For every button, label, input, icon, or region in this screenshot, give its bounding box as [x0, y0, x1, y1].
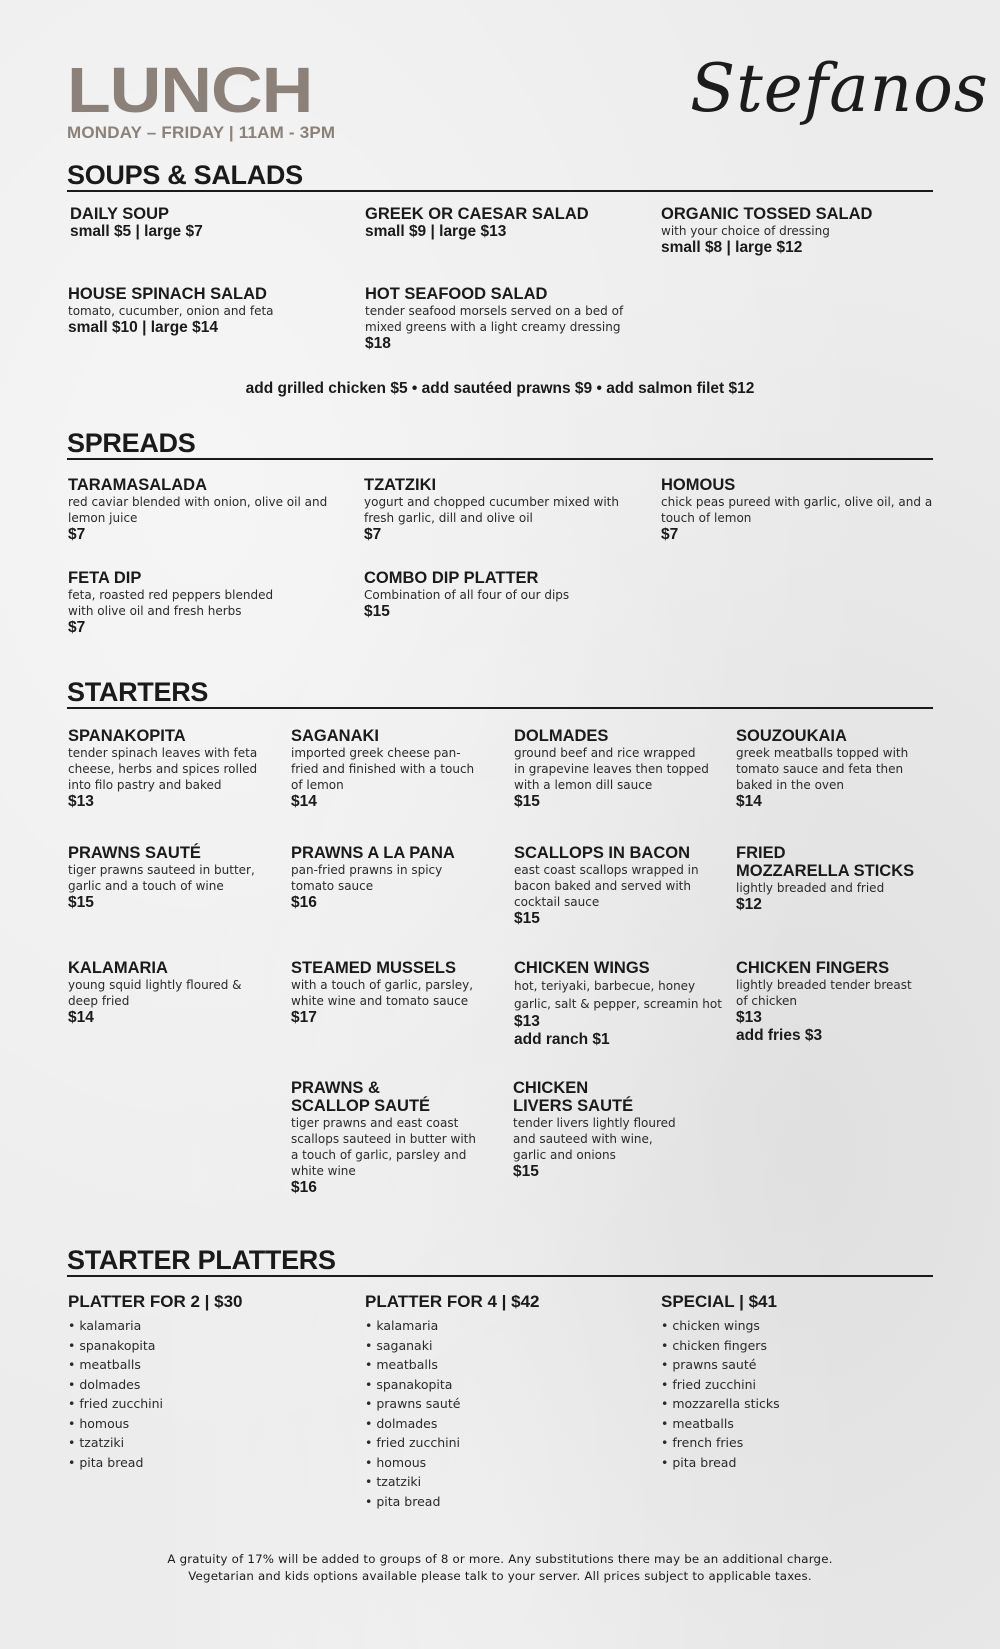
menu-item — [513, 1079, 723, 1181]
salad-addons: add grilled chicken $5 • add sautéed prawns $9 • add salmon filet $12 — [245, 380, 755, 397]
brand-logo: Stefanos — [690, 50, 989, 127]
hours-subtitle: MONDAY – FRIDAY | 11AM - 3PM — [67, 123, 336, 142]
section-divider — [67, 1275, 933, 1277]
item-description: red caviar blended with onion, olive oil and lemon juice — [68, 495, 328, 525]
menu-item — [291, 1079, 501, 1197]
menu-item — [736, 727, 951, 811]
section-title-starters: STARTERS — [67, 677, 209, 707]
item-name: SCALLOPS IN BACON — [514, 844, 691, 862]
item-description: tiger prawns sauteed in butter, garlic and a touch of wine — [68, 863, 255, 893]
item-price: $14 — [736, 793, 762, 810]
item-price: $17 — [291, 1009, 317, 1026]
list-item: • homous — [365, 1453, 645, 1473]
item-name: CHICKEN LIVERS SAUTÉ — [513, 1079, 634, 1115]
item-name: KALAMARIA — [68, 959, 168, 977]
section-divider — [67, 707, 933, 709]
item-name: DAILY SOUP — [70, 205, 170, 223]
menu-item — [364, 569, 649, 621]
item-extra: add ranch $1 — [514, 1031, 610, 1048]
list-item: • homous — [68, 1414, 348, 1434]
list-item: • tzatziki — [68, 1433, 348, 1453]
item-description: tender spinach leaves with feta cheese, herbs and spices rolled into filo pastry and baked — [68, 746, 258, 792]
platter-card — [68, 1292, 348, 1472]
menu-item — [514, 959, 729, 1049]
item-price: $16 — [291, 894, 317, 911]
list-item: • french fries — [661, 1433, 941, 1453]
section-title-platters: STARTER PLATTERS — [67, 1245, 336, 1275]
menu-item — [68, 727, 278, 811]
menu-item — [736, 844, 951, 914]
menu-item — [291, 959, 501, 1027]
item-description: greek meatballs topped with tomato sauce and feta then baked in the oven — [736, 746, 909, 792]
item-price: $13 — [514, 1013, 540, 1030]
platter-list — [68, 1316, 348, 1472]
menu-item — [365, 285, 655, 353]
footer-line: A gratuity of 17% will be added to groups of 8 or more. Any substitutions there may be an additional charge. — [167, 1552, 833, 1566]
menu-item — [68, 844, 278, 912]
list-item: • saganaki — [365, 1336, 645, 1356]
menu-item — [365, 205, 645, 241]
item-description: tiger prawns and east coast scallops sauteed in butter with a touch of garlic, parsley and white wine — [291, 1116, 476, 1178]
item-name: GREEK OR CAESAR SALAD — [365, 205, 589, 223]
list-item: • spanakopita — [365, 1375, 645, 1395]
menu-item — [70, 205, 350, 241]
item-description: ground beef and rice wrapped in grapevine leaves then topped with a lemon dill sauce — [514, 746, 709, 792]
item-price: $12 — [736, 896, 762, 913]
item-description: tomato, cucumber, onion and feta — [68, 304, 274, 318]
item-price: $13 — [736, 1009, 762, 1026]
item-description: imported greek cheese pan- fried and finished with a touch of lemon — [291, 746, 475, 792]
list-item: • chicken wings — [661, 1316, 941, 1336]
item-price: $15 — [514, 793, 540, 810]
menu-item — [364, 476, 649, 544]
item-price: small $9 | large $13 — [365, 223, 507, 240]
item-name: PRAWNS & SCALLOP SAUTÉ — [291, 1079, 431, 1115]
section-divider — [67, 190, 933, 192]
item-price: $15 — [513, 1163, 539, 1180]
list-item: • pita bread — [68, 1453, 348, 1473]
item-price: small $5 | large $7 — [70, 223, 203, 240]
menu-item — [291, 844, 501, 912]
item-name: STEAMED MUSSELS — [291, 959, 457, 977]
list-item: • kalamaria — [365, 1316, 645, 1336]
item-price: $14 — [68, 1009, 94, 1026]
menu-item — [68, 476, 353, 544]
item-description: with your choice of dressing — [661, 224, 830, 238]
item-name: ORGANIC TOSSED SALAD — [661, 205, 873, 223]
list-item: • fried zucchini — [661, 1375, 941, 1395]
item-description: pan-fried prawns in spicy tomato sauce — [291, 863, 443, 893]
list-item: • mozzarella sticks — [661, 1394, 941, 1414]
menu-item — [291, 727, 501, 811]
menu-item — [661, 476, 951, 544]
item-description: lightly breaded and fried — [736, 881, 885, 895]
item-description: east coast scallops wrapped in bacon baked and served with cocktail sauce — [514, 863, 699, 909]
section-title-soups-salads: SOUPS & SALADS — [67, 160, 303, 190]
platter-list — [661, 1316, 941, 1472]
item-name: HOMOUS — [661, 476, 736, 494]
page-title: LUNCH — [67, 54, 313, 126]
item-name: TZATZIKI — [364, 476, 437, 494]
item-description: yogurt and chopped cucumber mixed with fresh garlic, dill and olive oil — [364, 495, 619, 525]
item-price: $13 — [68, 793, 94, 810]
item-name: HOUSE SPINACH SALAD — [68, 285, 267, 303]
list-item: • pita bread — [661, 1453, 941, 1473]
item-extra: add fries $3 — [736, 1027, 823, 1044]
item-price: $7 — [364, 526, 382, 543]
item-name: CHICKEN WINGS — [514, 959, 650, 977]
item-description: tender livers lightly floured and sauteed with wine, garlic and onions — [513, 1116, 676, 1162]
item-name: HOT SEAFOOD SALAD — [365, 285, 548, 303]
item-price: small $10 | large $14 — [68, 319, 218, 336]
section-title-spreads: SPREADS — [67, 428, 196, 458]
item-name: PRAWNS SAUTÉ — [68, 844, 201, 862]
item-price: $15 — [514, 910, 540, 927]
item-description: tender seafood morsels served on a bed of mixed greens with a light creamy dressing — [365, 304, 624, 334]
list-item: • dolmades — [365, 1414, 645, 1434]
list-item: • chicken fingers — [661, 1336, 941, 1356]
platter-title: PLATTER FOR 4 | $42 — [365, 1292, 540, 1311]
list-item: • fried zucchini — [68, 1394, 348, 1414]
list-item: • pita bread — [365, 1492, 645, 1512]
list-item: • prawns sauté — [661, 1355, 941, 1375]
menu-item — [514, 844, 724, 928]
item-name: PRAWNS A LA PANA — [291, 844, 455, 862]
menu-item — [661, 205, 941, 257]
menu-item — [68, 285, 358, 337]
list-item: • fried zucchini — [365, 1433, 645, 1453]
item-description: Combination of all four of our dips — [364, 588, 570, 602]
menu-item — [68, 569, 353, 637]
item-price: $15 — [364, 603, 390, 620]
item-name: CHICKEN FINGERS — [736, 959, 890, 977]
list-item: • dolmades — [68, 1375, 348, 1395]
menu-item — [68, 959, 278, 1027]
item-price: small $8 | large $12 — [661, 239, 803, 256]
item-name: SAGANAKI — [291, 727, 380, 745]
item-price: $7 — [68, 619, 86, 636]
platter-card — [661, 1292, 941, 1472]
item-description: feta, roasted red peppers blended with olive oil and fresh herbs — [68, 588, 274, 618]
item-price: $15 — [68, 894, 94, 911]
item-description: hot, teriyaki, barbecue, honey garlic, salt & pepper, screamin hot — [514, 979, 722, 1011]
item-name: FETA DIP — [68, 569, 142, 587]
platter-title: SPECIAL | $41 — [661, 1292, 777, 1311]
section-divider — [67, 458, 933, 460]
item-price: $16 — [291, 1179, 317, 1196]
list-item: • meatballs — [661, 1414, 941, 1434]
list-item: • kalamaria — [68, 1316, 348, 1336]
item-description: with a touch of garlic, parsley, white wine and tomato sauce — [291, 978, 474, 1008]
list-item: • tzatziki — [365, 1472, 645, 1492]
item-price: $7 — [68, 526, 86, 543]
item-price: $18 — [365, 335, 391, 352]
item-name: COMBO DIP PLATTER — [364, 569, 539, 587]
footer-line: Vegetarian and kids options available please talk to your server. All prices subject to applicable taxes. — [188, 1569, 812, 1583]
menu-item — [736, 959, 951, 1045]
item-name: SOUZOUKAIA — [736, 727, 847, 745]
list-item: • prawns sauté — [365, 1394, 645, 1414]
menu-item — [514, 727, 724, 811]
item-name: DOLMADES — [514, 727, 609, 745]
item-price: $7 — [661, 526, 679, 543]
platter-card — [365, 1292, 645, 1511]
item-description: chick peas pureed with garlic, olive oil, and a touch of lemon — [661, 495, 933, 525]
list-item: • meatballs — [68, 1355, 348, 1375]
item-description: lightly breaded tender breast of chicken — [736, 978, 912, 1008]
platter-list — [365, 1316, 645, 1511]
footer-note — [0, 1551, 1000, 1585]
item-name: SPANAKOPITA — [68, 727, 186, 745]
item-description: young squid lightly floured & deep fried — [68, 978, 242, 1008]
item-name: TARAMASALADA — [68, 476, 208, 494]
list-item: • spanakopita — [68, 1336, 348, 1356]
list-item: • meatballs — [365, 1355, 645, 1375]
item-price: $14 — [291, 793, 317, 810]
item-name: FRIED MOZZARELLA STICKS — [736, 844, 915, 880]
platter-title: PLATTER FOR 2 | $30 — [68, 1292, 243, 1311]
